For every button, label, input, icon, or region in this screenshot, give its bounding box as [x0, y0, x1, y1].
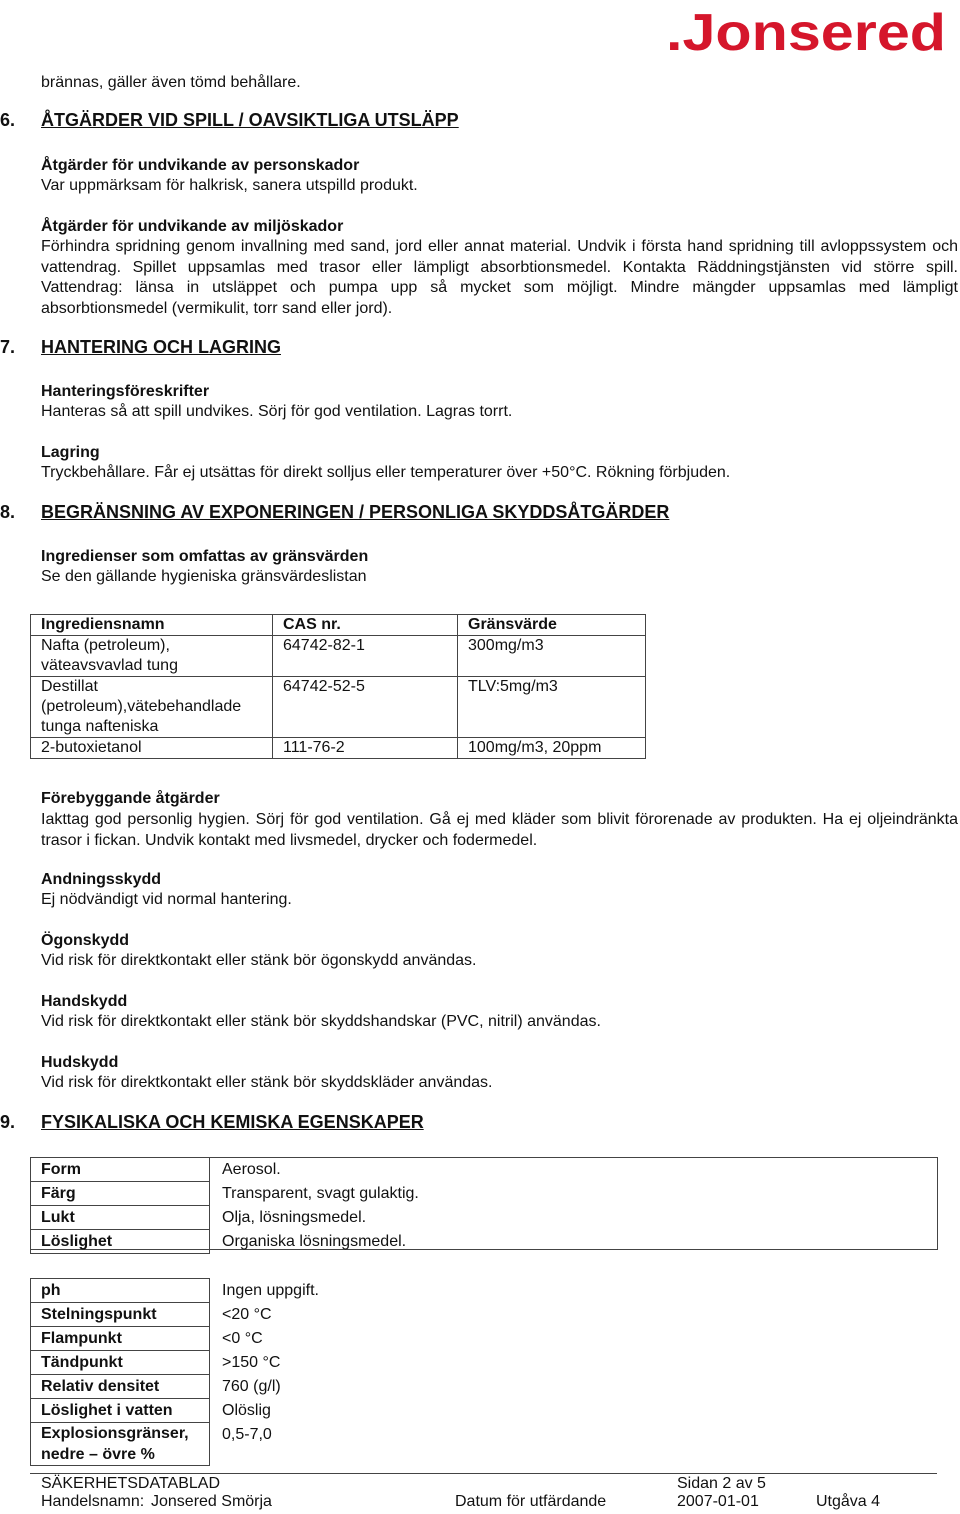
property-key: Tändpunkt — [31, 1351, 210, 1375]
subheading-andningsskydd: Andningsskydd — [41, 871, 162, 888]
table-cell: 100mg/m3, 20ppm — [458, 738, 646, 759]
table-header-row — [31, 615, 646, 636]
property-value: 0,5-7,0 — [222, 1425, 272, 1443]
header-cell: CAS nr. — [273, 615, 458, 636]
subheading-ogonskydd: Ögonskydd — [41, 932, 130, 949]
table-cell: 64742-82-1 — [273, 636, 458, 677]
section-number: 6. — [0, 110, 16, 130]
table-cell: TLV:5mg/m3 — [458, 677, 646, 738]
subheading-miljoskador: Åtgärder för undvikande av miljöskador — [41, 218, 344, 235]
ingredients-table — [30, 614, 646, 759]
footer-doc-type: SÄKERHETSDATABLAD — [41, 1475, 221, 1492]
table-cell: Destillat (petroleum),vätebehandlade tunga nafteniska — [31, 677, 273, 738]
text-personskador: Var uppmärksam för halkrisk, sanera utspilld produkt. — [41, 177, 418, 194]
property-key: Färg — [31, 1182, 210, 1206]
text-andningsskydd: Ej nödvändigt vid normal hantering. — [41, 891, 292, 908]
table-row — [31, 738, 646, 759]
footer-edition: Utgåva 4 — [816, 1493, 881, 1510]
section-title: BEGRÄNSNING AV EXPONERINGEN / PERSONLIGA SKYDDSÅTGÄRDER — [41, 502, 670, 522]
table-row — [31, 1423, 423, 1466]
header-cell: Gränsvärde — [458, 615, 646, 636]
subheading-ingredienser: Ingredienser som omfattas av gränsvärden — [41, 548, 369, 565]
property-key: Löslighet i vatten — [31, 1399, 210, 1423]
text-miljoskador: Förhindra spridning genom invallning med sand, jord eller annat material. Undvik i första hand spridning till avloppssystem och vattendrag. Spillet uppsamlas med trasor eller lämpligt absorbtionsmedel. Kontakta Räddningstjänsten vid större spill. Vattendrag: länsa in utsläppet och pumpa upp så mycket som möjligt. Mindre mängder uppsamlas med lämpligt absorbtionsmedel (vermikulit, torr sand eller jord). — [41, 238, 958, 317]
header-cell: Ingrediensnamn — [31, 615, 273, 636]
section-number: 8. — [0, 502, 16, 522]
subheading-handskydd: Handskydd — [41, 993, 128, 1010]
table-row — [31, 1279, 423, 1303]
table-cell: 2-butoxietanol — [31, 738, 273, 759]
section-number: 7. — [0, 337, 16, 357]
property-key: Stelningspunkt — [31, 1303, 210, 1327]
subheading-hantering: Hanteringsföreskrifter — [41, 383, 210, 400]
property-value: <20 °C — [222, 1305, 272, 1323]
section-title: FYSIKALISKA OCH KEMISKA EGENSKAPER — [41, 1112, 424, 1132]
footer-page-number: Sidan 2 av 5 — [677, 1475, 766, 1492]
section-title: ÅTGÄRDER VID SPILL / OAVSIKTLIGA UTSLÄPP — [41, 110, 459, 130]
text-forebyggande: Iakttag god personlig hygien. Sörj för god ventilation. Gå ej med kläder som blivit förorenade av produkten. Ha ej oljeindränkta trasor i fickan. Undvik kontakt med livsmedel, drycker och fodermedel. — [41, 811, 958, 849]
property-value: Organiska lösningsmedel. — [222, 1232, 407, 1250]
subheading-hudskydd: Hudskydd — [41, 1054, 119, 1071]
table-cell: 64742-52-5 — [273, 677, 458, 738]
property-key: Relativ densitet — [31, 1375, 210, 1399]
text-hudskydd: Vid risk för direktkontakt eller stänk bör skyddskläder användas. — [41, 1074, 493, 1091]
table-row — [31, 636, 646, 677]
table-row — [31, 1327, 423, 1351]
continuation-text: brännas, gäller även tömd behållare. — [41, 74, 301, 91]
section-title: HANTERING OCH LAGRING — [41, 337, 281, 357]
table-cell: 300mg/m3 — [458, 636, 646, 677]
properties-table-2 — [30, 1278, 423, 1466]
table-row — [31, 1375, 423, 1399]
text-ingredienser: Se den gällande hygieniska gränsvärdeslistan — [41, 568, 367, 585]
footer-trade-name: Jonsered Smörja — [151, 1493, 272, 1510]
property-value: Transparent, svagt gulaktig. — [222, 1184, 419, 1202]
property-value: Olöslig — [222, 1401, 271, 1419]
footer-trade-label: Handelsnamn: — [41, 1493, 145, 1510]
text-hantering: Hanteras så att spill undvikes. Sörj för god ventilation. Lagras torrt. — [41, 403, 513, 420]
property-value: >150 °C — [222, 1353, 281, 1371]
property-value: Aerosol. — [222, 1160, 281, 1178]
logo-text: .Jonsered — [666, 4, 946, 58]
text-lagring: Tryckbehållare. Får ej utsättas för direkt solljus eller temperaturer över +50°C. Rökning förbjuden. — [41, 464, 731, 481]
property-key: Löslighet — [31, 1230, 210, 1254]
table-row — [31, 1230, 423, 1254]
property-key: ph — [31, 1279, 210, 1303]
table-row — [31, 1206, 423, 1230]
property-value: 760 (g/l) — [222, 1377, 281, 1395]
property-key: Form — [31, 1158, 210, 1182]
text-ogonskydd: Vid risk för direktkontakt eller stänk bör ögonskydd användas. — [41, 952, 477, 969]
property-value: Ingen uppgift. — [222, 1281, 319, 1299]
subheading-forebyggande: Förebyggande åtgärder — [41, 790, 220, 807]
table-row — [31, 677, 646, 738]
subheading-lagring: Lagring — [41, 444, 100, 461]
footer-date-label: Datum för utfärdande — [455, 1493, 607, 1510]
table-cell: 111-76-2 — [273, 738, 458, 759]
property-key: Explosionsgränser, nedre – övre % — [31, 1423, 210, 1466]
property-value: Olja, lösningsmedel. — [222, 1208, 367, 1226]
section-number: 9. — [0, 1112, 16, 1132]
table-row — [31, 1351, 423, 1375]
subheading-personskador: Åtgärder för undvikande av personskador — [41, 157, 360, 174]
table-row — [31, 1182, 423, 1206]
table-row — [31, 1399, 423, 1423]
properties-table-1 — [30, 1157, 423, 1254]
table-row — [31, 1158, 423, 1182]
text-handskydd: Vid risk för direktkontakt eller stänk bör skyddshandskar (PVC, nitril) användas. — [41, 1013, 601, 1030]
property-value: <0 °C — [222, 1329, 263, 1347]
table-cell: Nafta (petroleum), väteavsvavlad tung — [31, 636, 273, 677]
table-row — [31, 1303, 423, 1327]
footer-date: 2007-01-01 — [677, 1493, 759, 1510]
jonsered-logo — [666, 2, 948, 58]
property-key: Lukt — [31, 1206, 210, 1230]
property-key: Flampunkt — [31, 1327, 210, 1351]
